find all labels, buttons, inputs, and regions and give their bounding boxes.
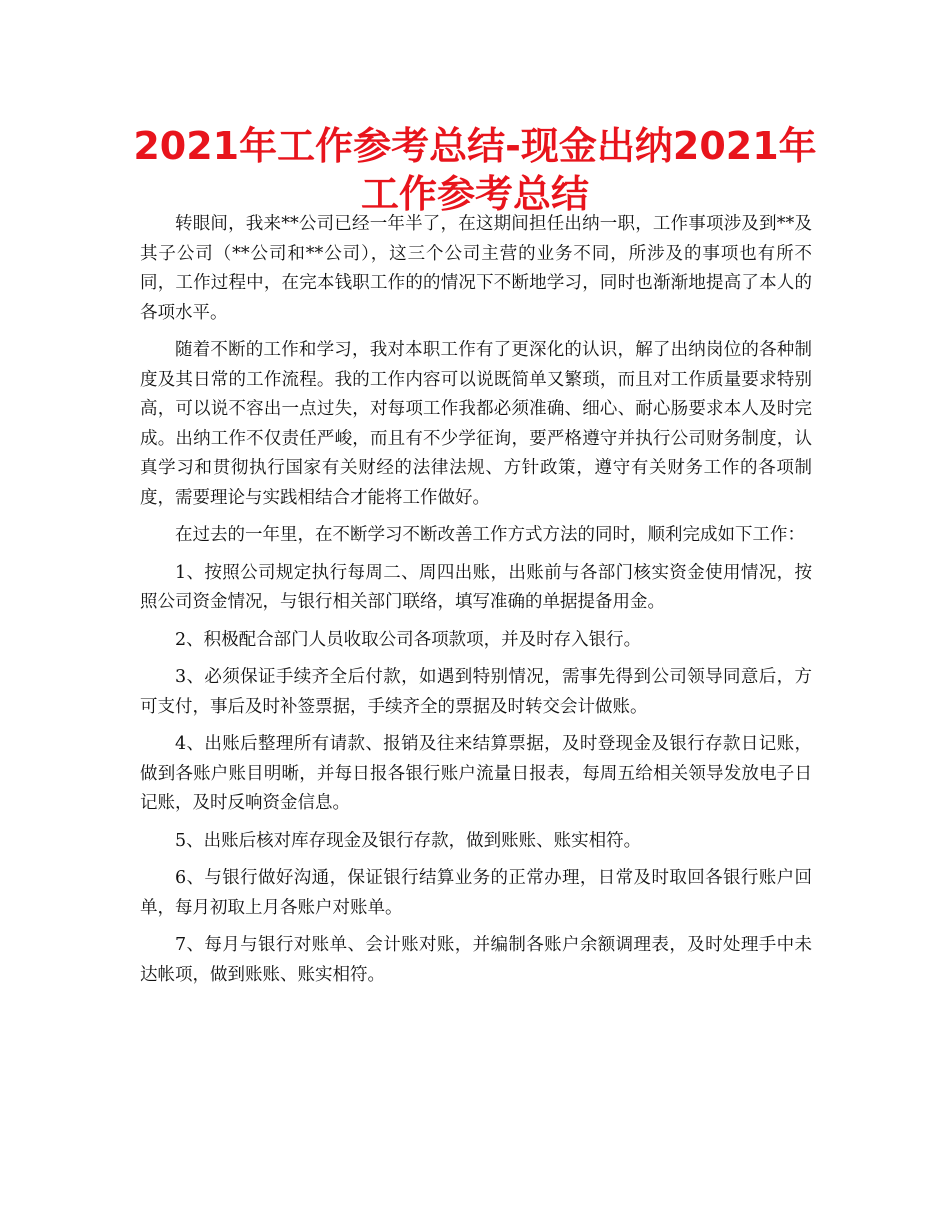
list-item-1: 1、按照公司规定执行每周二、周四出账，出账前与各部门核实资金使用情况，按照公司资金情况，与银行相关部门联络，填写准确的单据提备用金。 xyxy=(140,562,812,612)
paragraph-2: 随着不断的工作和学习，我对本职工作有了更深化的认识，解了出纳岗位的各种制度及其日常的工作流程。我的工作内容可以说既简单又繁琐，而且对工作质量要求特别高，可以说不容出一点过失，对每项工作我都必须准确、细心、耐心肠要求本人及时完成。出纳工作不仅责任严峻，而且有不少学征询，要严格遵守并执行公司财务制度，认真学习和贯彻执行国家有关财经的法律法规、方针政策，遵守有关财务工作的各项制度，需要理论与实践相结合才能将工作做好。 xyxy=(140,340,812,508)
paragraph-1: 转眼间，我来**公司已经一年半了，在这期间担任出纳一职，工作事项涉及到**及其子公司（**公司和**公司），这三个公司主营的业务不同，所涉及的事项也有所不同，工作过程中，在完本钱职工作的的情况下不断地学习，同时也渐渐地提高了本人的各项水平。 xyxy=(140,214,812,323)
list-item-4: 4、出账后整理所有请款、报销及往来结算票据，及时登现金及银行存款日记账，做到各账户账目明晰，并每日报各银行账户流量日报表，每周五给相关领导发放电子日记账，及时反响资金信息。 xyxy=(140,734,812,813)
document-body xyxy=(140,210,812,998)
document-title: 2021年工作参考总结-现金出纳2021年工作参考总结 xyxy=(133,124,817,216)
list-item-7: 7、每月与银行对账单、会计账对账，并编制各账户余额调理表，及时处理手中未达帐项，做到账账、账实相符。 xyxy=(140,935,812,985)
paragraph-3: 在过去的一年里，在不断学习不断改善工作方式方法的同时，顺利完成如下工作： xyxy=(175,525,805,545)
list-item-3: 3、必须保证手续齐全后付款，如遇到特别情况，需事先得到公司领导同意后，方可支付，事后及时补签票据，手续齐全的票据及时转交会计做账。 xyxy=(140,667,812,717)
list-item-5: 5、出账后核对库存现金及银行存款，做到账账、账实相符。 xyxy=(175,830,642,851)
list-item-6: 6、与银行做好沟通，保证银行结算业务的正常办理，日常及时取回各银行账户回单，每月初取上月各账户对账单。 xyxy=(140,868,812,918)
list-item-2: 2、积极配合部门人员收取公司各项款项，并及时存入银行。 xyxy=(175,629,642,650)
